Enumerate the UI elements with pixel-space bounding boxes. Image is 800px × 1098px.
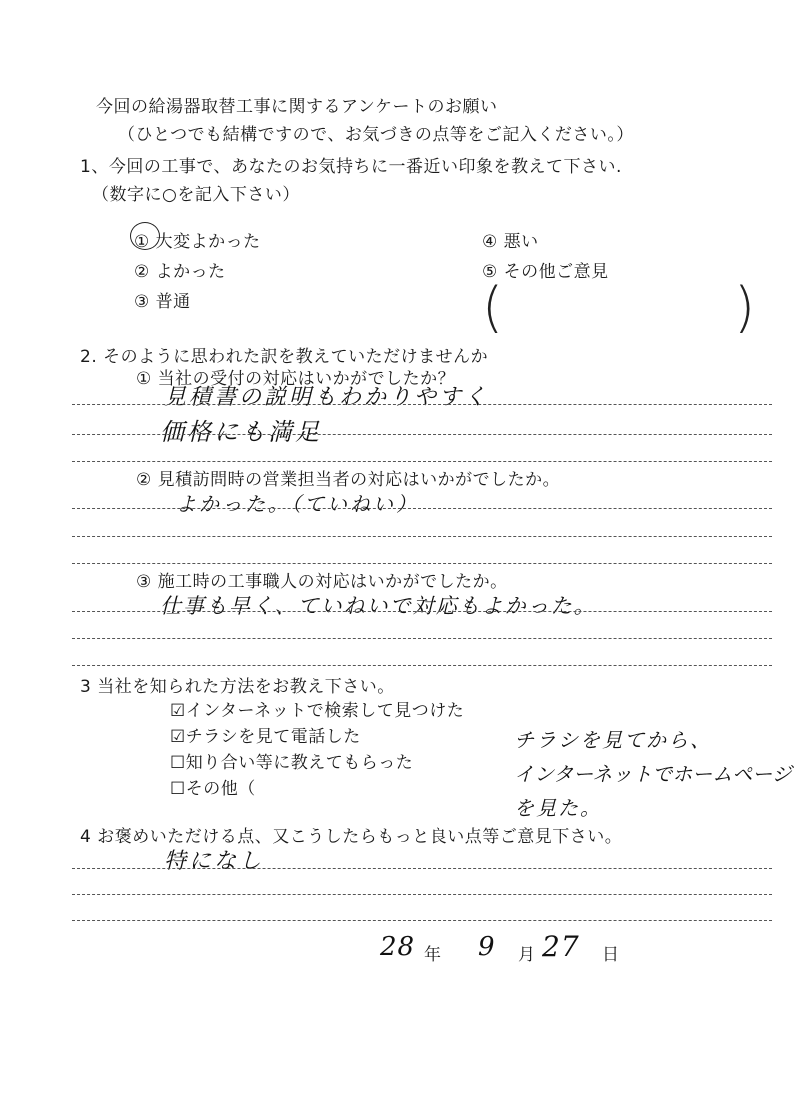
date-day: 27 (542, 930, 580, 963)
answer-line (72, 434, 772, 435)
q1-question: 1、今回の工事で、あなたのお気持ちに一番近い印象を教えて下さい. (80, 157, 622, 177)
q1-instruction: （数字に○を記入下さい） (92, 185, 300, 205)
q3-note-line3: を見た。 (514, 796, 602, 820)
q1-option-3[interactable]: ③ 普通 (134, 292, 191, 312)
answer-line (72, 894, 772, 895)
date-day-unit: 日 (602, 945, 620, 965)
q1-option-5[interactable]: ⑤ その他ご意見 (482, 262, 609, 282)
survey-title: 今回の給湯器取替工事に関するアンケートのお願い (96, 97, 498, 117)
q2-sub1-question: ① 当社の受付の対応はいかがでしたか？ (136, 369, 456, 389)
date-year: 28 (380, 932, 416, 962)
q3-question: 3 当社を知られた方法をお教え下さい。 (80, 677, 395, 697)
q3-option-flyer[interactable]: ☑チラシを見て電話した (170, 727, 361, 747)
q3-option-other[interactable]: ☐その他（ (170, 779, 256, 799)
answer-line (72, 920, 772, 921)
q2-sub2-answer-line1: よかった。（ていねい） (176, 492, 419, 516)
answer-line (72, 536, 772, 537)
answer-line (72, 508, 772, 509)
answer-line (72, 404, 772, 405)
q1-option-1[interactable]: ① 大変よかった (134, 232, 261, 252)
answer-line (72, 461, 772, 462)
answer-line (72, 665, 772, 666)
answer-line (72, 868, 772, 869)
date-month-unit: 月 (518, 945, 536, 965)
answer-line (72, 638, 772, 639)
q3-note-line1: チラシを見てから、 (514, 728, 712, 752)
other-bracket-open: ( (482, 276, 504, 339)
date-month: 9 (478, 932, 498, 962)
answer-line (72, 563, 772, 564)
q2-sub3-answer-line1: 仕事も早く、ていねいで対応もよかった。 (160, 594, 597, 618)
q4-question: 4 お褒めいただける点、又こうしたらもっと良い点等ご意見下さい。 (80, 827, 623, 847)
q2-question: 2. そのように思われた訳を教えていただけませんか (80, 347, 489, 367)
q1-option-4[interactable]: ④ 悪い (482, 232, 539, 252)
q2-sub3-question: ③ 施工時の工事職人の対応はいかがでしたか。 (136, 572, 508, 592)
q3-note-line2: インターネットでホームページ (514, 762, 792, 786)
survey-subtitle: （ひとつでも結構ですので、お気づきの点等をご記入ください。） (118, 125, 634, 145)
q2-sub1-answer-line1: 見積書の説明もわかりやすく (164, 385, 490, 410)
date-year-unit: 年 (424, 945, 442, 965)
q4-answer: 特になし (164, 849, 265, 874)
q3-option-internet[interactable]: ☑インターネットで検索して見つけた (170, 701, 465, 721)
answer-line (72, 611, 772, 612)
q1-option-2[interactable]: ② よかった (134, 262, 226, 282)
q3-option-acquaintance[interactable]: ☐知り合い等に教えてもらった (170, 753, 414, 773)
q2-sub1-answer-line2: 価格にも満足 (160, 418, 322, 446)
q2-sub2-question: ② 見積訪問時の営業担当者の対応はいかがでしたか。 (136, 470, 561, 490)
other-bracket-close: ) (734, 276, 756, 339)
